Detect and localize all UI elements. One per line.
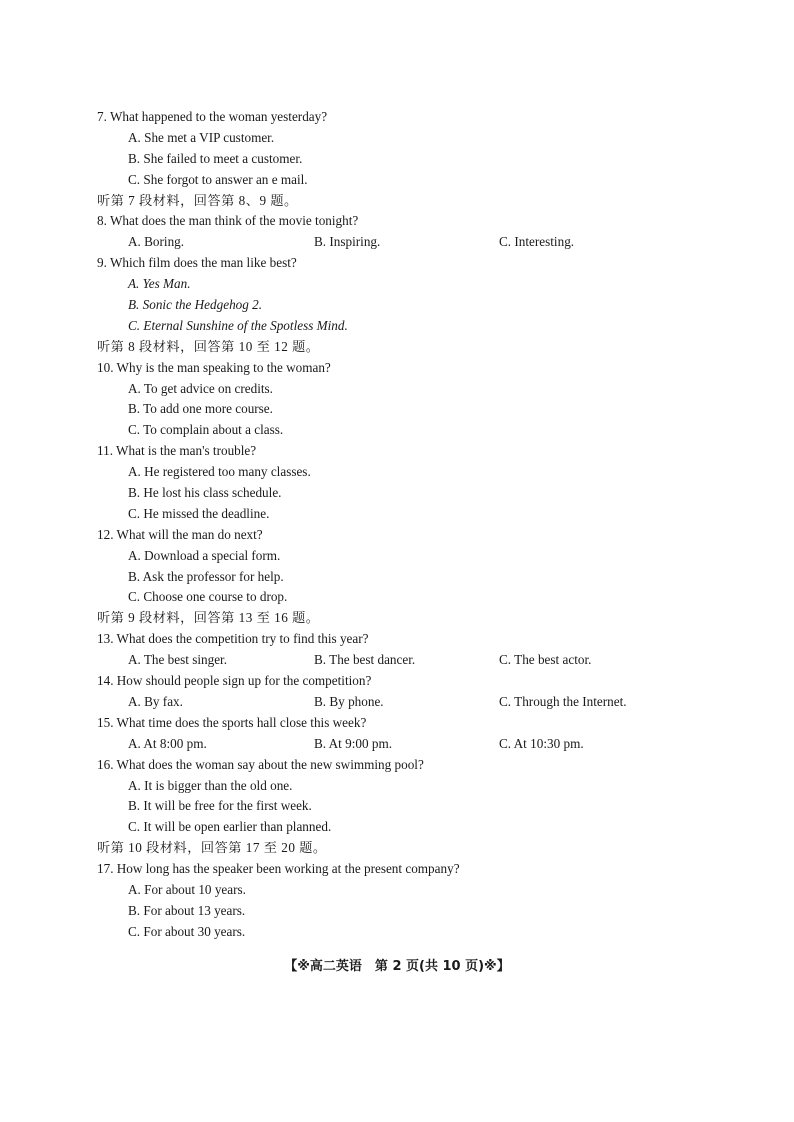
question-17-stem: 17. How long has the speaker been working at the present company? [97, 861, 460, 877]
question-12-option-a: A. Download a special form. [128, 547, 281, 563]
question-11-stem: 11. What is the man's trouble? [97, 443, 257, 459]
question-7-stem: 7. What happened to the woman yesterday? [97, 109, 328, 124]
question-12-option-c: C. Choose one course to drop. [128, 589, 288, 605]
question-7-option-a: A. She met a VIP customer. [128, 129, 275, 145]
question-13-stem: 13. What does the competition try to find this year? [97, 631, 369, 647]
question-10-option-c: C. To complain about a class. [128, 422, 284, 438]
question-16-stem: 16. What does the woman say about the new swimming pool? [97, 756, 424, 772]
question-14-option-c: C. Through the Internet. [499, 693, 627, 709]
question-14-option-b: B. By phone. [314, 693, 384, 709]
question-14-stem: 14. How should people sign up for the competition? [97, 673, 372, 689]
question-10-option-b: B. To add one more course. [128, 401, 273, 417]
section-heading-10: 听第 10 段材料，回答第 17 至 20 题。 [97, 840, 327, 856]
question-14-options [97, 692, 697, 713]
question-12-stem: 12. What will the man do next? [97, 526, 263, 542]
question-16-option-b: B. It will be free for the first week. [128, 798, 312, 814]
section-heading-9: 听第 9 段材料，回答第 13 至 16 题。 [97, 610, 320, 626]
question-10-option-a: A. To get advice on credits. [128, 380, 273, 396]
question-15-option-b: B. At 9:00 pm. [314, 735, 393, 751]
question-15-option-a: A. At 8:00 pm. [128, 735, 207, 751]
question-13-option-a: A. The best singer. [128, 652, 228, 668]
question-8-option-b: B. Inspiring. [314, 234, 381, 250]
question-9-option-c: C. Eternal Sunshine of the Spotless Mind. [128, 317, 348, 333]
question-17-option-b: B. For about 13 years. [128, 902, 246, 918]
question-14-option-a: A. By fax. [128, 693, 183, 709]
question-8-stem: 8. What does the man think of the movie tonight? [97, 213, 359, 229]
question-15-options [97, 734, 697, 755]
question-16-option-a: A. It is bigger than the old one. [128, 777, 293, 793]
question-13-option-c: C. The best actor. [499, 652, 592, 668]
question-8-options [97, 232, 697, 253]
question-15-option-c: C. At 10:30 pm. [499, 735, 584, 751]
question-13-options [97, 650, 697, 671]
page-footer: 【※高二英语 第 2 页(共 10 页)※】 [284, 959, 510, 974]
question-11-option-b: B. He lost his class schedule. [128, 485, 282, 501]
question-9-option-a: A. Yes Man. [128, 276, 191, 292]
question-13-option-b: B. The best dancer. [314, 652, 416, 668]
question-17-option-a: A. For about 10 years. [128, 881, 246, 897]
question-9-stem: 9. Which film does the man like best? [97, 255, 297, 271]
question-10-stem: 10. Why is the man speaking to the woman? [97, 359, 331, 375]
question-list [97, 107, 697, 943]
question-7-option-b: B. She failed to meet a customer. [128, 150, 303, 166]
question-8-option-c: C. Interesting. [499, 234, 575, 250]
section-heading-7: 听第 7 段材料，回答第 8、9 题。 [97, 192, 298, 208]
question-15-stem: 15. What time does the sports hall close this week? [97, 714, 367, 730]
question-7-option-c: C. She forgot to answer an e mail. [128, 171, 308, 187]
question-9-option-b: B. Sonic the Hedgehog 2. [128, 297, 263, 313]
question-8-option-a: A. Boring. [128, 234, 185, 250]
question-17-option-c: C. For about 30 years. [128, 923, 246, 939]
question-12-option-b: B. Ask the professor for help. [128, 568, 284, 584]
question-11-option-c: C. He missed the deadline. [128, 505, 270, 521]
section-heading-8: 听第 8 段材料，回答第 10 至 12 题。 [97, 338, 320, 354]
question-16-option-c: C. It will be open earlier than planned. [128, 819, 332, 835]
question-11-option-a: A. He registered too many classes. [128, 464, 311, 480]
